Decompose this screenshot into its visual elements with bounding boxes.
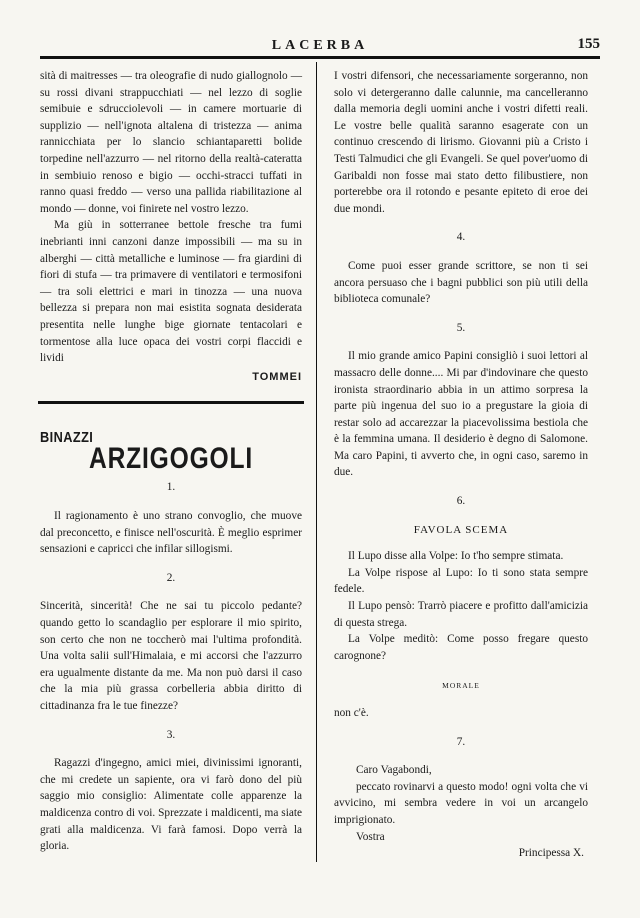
section-text: Come puoi esser grande scrittore, se non ti sei ancora persuaso che i bagni pubblici son più utili della biblioteca comunale?: [334, 259, 588, 306]
fable-line: Il Lupo disse alla Volpe: Io t'ho sempre stimata.: [348, 550, 564, 563]
fable-title: FAVOLA SCEMA: [413, 523, 509, 536]
section-text: Ragazzi d'ingegno, amici miei, divinissimi ignoranti, che mi credete un sapiente, ora vi farò dono del più saggio mio consiglio: Alimentate colle apparenze la maldicenza contro di voi. Sprezzate i maldicenti, ma siate grati alla maldicenza. Vi farà famosi. Dopo verrà la gloria.: [40, 757, 302, 853]
section-number: 1.: [166, 481, 176, 494]
letter-signature: Principessa X.: [518, 847, 584, 860]
section-number: 2.: [166, 571, 176, 584]
intro-paragraph-1: sità di maitresses — tra oleografie di nudo giallognolo — su rossi divani strappucchiati — nel lezzo di soglie semibuie e sdrucciolevoli — in camere mortuarie di supplizio — nell'ignota altalena di tristezza — anima rannicchiata per lo slancio schiantaparetti bolide torpedine nell'azzurro — nel ritorno della realtà-cateratta in sembiuio renoso e bigio — occhi-stracci tuffati in ranno quasi freddo — verso una pallida riabilitazione al mondo — donne, voi finirete nel vostro lezzo.: [40, 70, 302, 215]
intro-paragraph-2: Ma giù in sotterranee bettole fresche tra fumi inebrianti inni canzoni danze impossibili — ma su in alberghi — città metalliche e luminose — fra giardini di fiori di stufa — tra primavere di ventilatori e termosifoni — tra soli elettrici e mari in tinozza — una nuova bellezza si prepara non mai esistita sognata desiderata presentita nelle lunghe bige giornate tentacolari e tormentose alla luce opaca dei vostri corpi flaccidi e lividi: [40, 219, 302, 365]
article-title: ARZIGOGOLI: [89, 441, 253, 475]
fable-line: La Volpe rispose al Lupo: Io ti sono stata sempre fedele.: [334, 566, 588, 596]
continued-paragraph: I vostri difensori, che necessariamente sorgeranno, non solo vi detergeranno dalle calunnie, ma cancelleranno dalla memoria degli uomini anche i vostri difetti reali. Le vostre belle qualità saranno esagerate con un continuo crescendo di lirismo. Giovanni più a Cristo i Testi Talmudici che gli Evangeli. Se quel pover'uomo di Garibaldi non fosse mai stato detto filibustiere, non porterebbe ora il rotondo e pesante epiteto di eroe dei due mondi.: [334, 70, 588, 215]
letter-body: peccato rovinarvi a questo modo! ogni volta che vi avvicino, mi sembra vedere in voi un arcangelo imprigionato.: [334, 780, 588, 826]
section-number: 7.: [456, 735, 466, 748]
letter-salutation: Caro Vagabondi,: [356, 764, 432, 777]
page-number: 155: [577, 36, 600, 52]
morale-text: non c'è.: [334, 707, 369, 719]
section-number: 5.: [456, 321, 466, 334]
section-text: Sincerità, sincerità! Che ne sai tu piccolo pedante? quando getto lo scandaglio per esplorare il mio spirito, son certo che non ne toccherò mai l'ultima profondità. Una volta salii sull'Himalaia, e mi accorsi che l'azzurro era ugualmente distante da me. Ma non può darsi il caso che la mia più grassa corbelleria abbia diritto di cittadinanza fra le tue finezze?: [40, 600, 302, 712]
author-signature: TOMMEI: [252, 370, 302, 383]
column-divider: [316, 62, 317, 862]
section-number: 6.: [456, 495, 466, 508]
journal-title: LACERBA: [271, 38, 369, 53]
section-number: 4.: [456, 231, 466, 244]
fable-line: La Volpe meditò: Come posso fregare questo carognone?: [334, 633, 588, 662]
header-rule: [40, 56, 600, 59]
morale-label: MORALE: [442, 681, 480, 691]
article-author: BINAZZI: [40, 429, 94, 447]
section-text: Il mio grande amico Papini consigliò i suoi lettori al massacro delle donne.... Mi par d'indovinare che questo ironista straordinario abbia in un attimo sorpresa la parte più ingenua del suo io a pregustare la gioia di restar solo ad accarezzar la piacevolissima bestiola che è la femmina umana. Il desiderio è degno di Salomone. Ma caro Papini, ti avverto che, in ogni caso, saremo in due.: [334, 350, 588, 479]
letter-closing: Vostra: [356, 830, 385, 843]
page-header: [40, 36, 600, 54]
section-number: 3.: [166, 728, 176, 741]
fable-line: Il Lupo pensò: Trarrò piacere e profitto dall'amicizia di questa strega.: [334, 600, 588, 629]
left-column: [40, 68, 302, 855]
right-column: [334, 68, 588, 862]
letter: [334, 762, 588, 862]
section-rule: [38, 401, 304, 404]
section-text: Il ragionamento è uno strano convoglio, che muove dal preconcetto, e finisce nell'oscurità. È meglio esprimer sensazioni e capricci che infilar sillogismi.: [40, 510, 302, 556]
